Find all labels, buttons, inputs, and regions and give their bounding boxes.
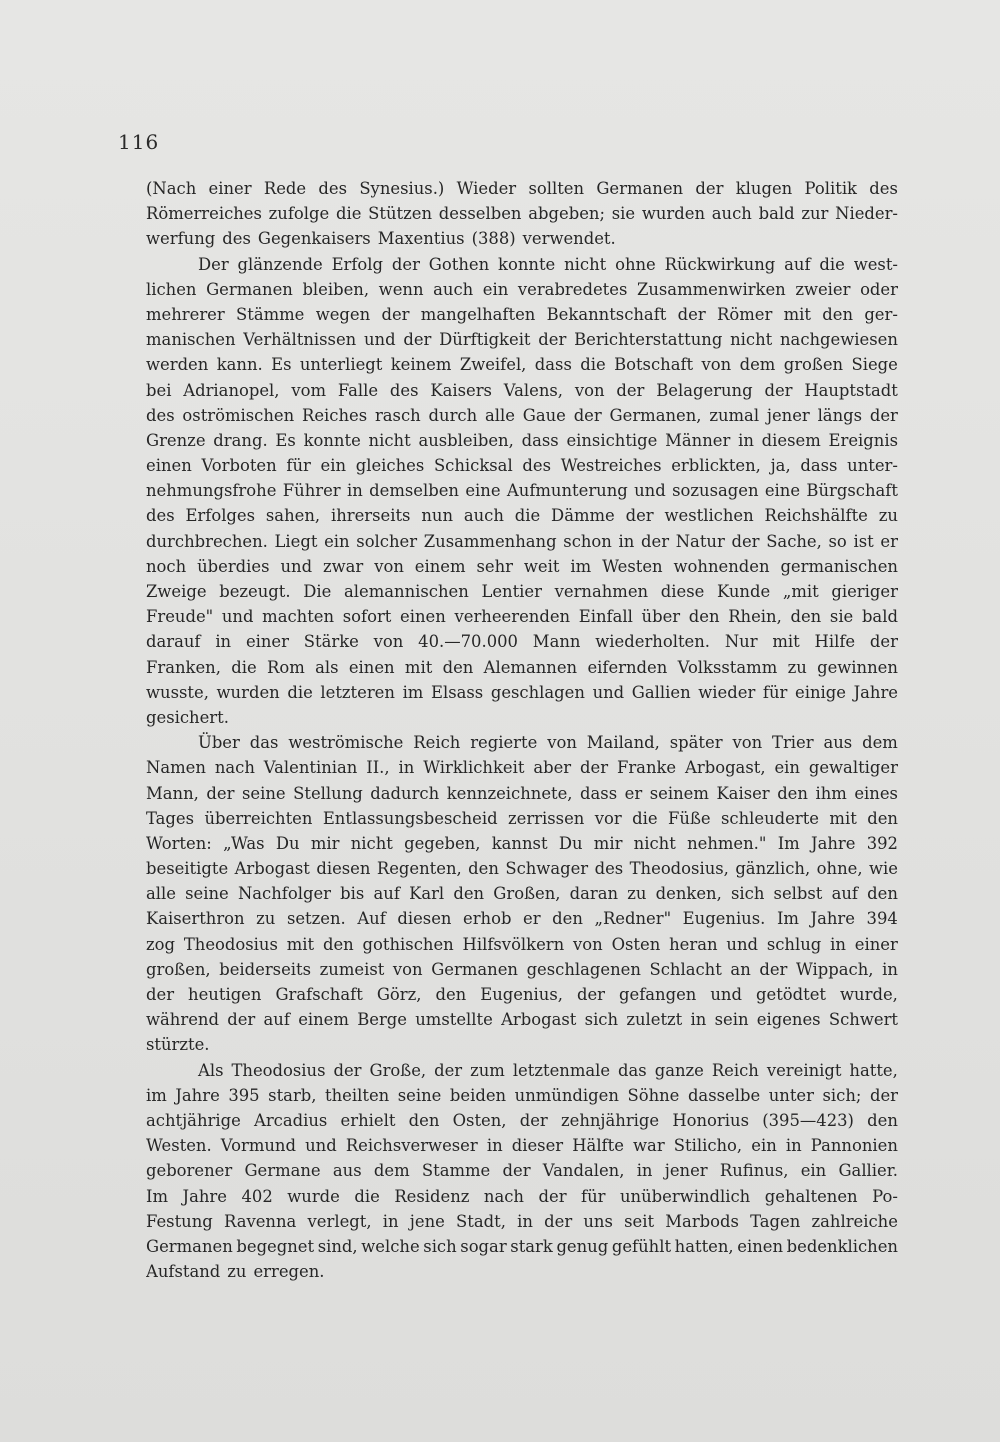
text-line: Tages überreichten Entlassungsbescheid zerrissen vor die Füße schleuderte mit den — [146, 808, 898, 828]
text-line: Worten: „Was Du mir nicht gegeben, kannst Du mir nicht nehmen." Im Jahre 392 — [146, 833, 898, 853]
text-line: einen Vorboten für ein gleiches Schicksal des Westreiches erblickten, ja, dass unter- — [146, 456, 898, 476]
text-line: des Erfolges sahen, ihrerseits nun auch die Dämme der westlichen Reichshälfte zu — [146, 506, 898, 526]
page-number: 116 — [118, 130, 160, 154]
text-line: während der auf einem Berge umstellte Arbogast sich zuletzt in sein eigenes Schwert — [146, 1010, 898, 1030]
text-line: großen, beiderseits zumeist von Germanen geschlagenen Schlacht an der Wippach, in — [146, 959, 898, 979]
paragraph — [146, 730, 898, 1057]
text-line: wusste, wurden die letzteren im Elsass geschlagen und Gallien wieder für einige Jahre — [146, 682, 898, 702]
text-line: beseitigte Arbogast diesen Regenten, den Schwager des Theodosius, gänzlich, ohne, wie — [146, 859, 898, 879]
text-line: werfung des Gegenkaisers Maxentius (388) verwendet. — [146, 229, 616, 249]
text-line: durchbrechen. Liegt ein solcher Zusammenhang schon in der Natur der Sache, so ist er — [146, 531, 898, 551]
text-line: achtjährige Arcadius erhielt den Osten, der zehnjährige Honorius (395—423) den — [146, 1110, 898, 1130]
text-line: Zweige bezeugt. Die alemannischen Lentier vernahmen diese Kunde „mit gieriger — [146, 582, 898, 601]
text-line: gesichert. — [146, 707, 229, 727]
paragraph — [146, 1058, 898, 1285]
text-line: Festung Ravenna verlegt, in jene Stadt, in der uns seit Marbods Tagen zahlreiche — [146, 1211, 898, 1231]
text-line: Kaiserthron zu setzen. Auf diesen erhob er den „Redner" Eugenius. Im Jahre 394 — [146, 909, 898, 929]
text-line: bei Adrianopel, vom Falle des Kaisers Valens, von der Belagerung der Hauptstadt — [146, 380, 898, 400]
text-line: noch überdies und zwar von einem sehr weit im Westen wohnenden germanischen — [146, 556, 898, 576]
text-line: manischen Verhältnissen und der Dürftigkeit der Berichterstattung nicht nachgewiesen — [146, 330, 898, 350]
text-line: Germanen begegnet sind, welche sich sogar stark genug gefühlt hatten, einen bedenklichen — [146, 1236, 898, 1256]
text-line: zog Theodosius mit den gothischen Hilfsvölkern von Osten heran und schlug in einer — [146, 934, 898, 954]
text-line: stürzte. — [146, 1035, 210, 1055]
paragraph — [146, 176, 898, 252]
text-line: des oströmischen Reiches rasch durch alle Gaue der Germanen, zumal jener längs der — [146, 405, 898, 425]
text-line: Namen nach Valentinian II., in Wirklichkeit aber der Franke Arbogast, ein gewaltiger — [146, 758, 898, 778]
text-line: Grenze drang. Es konnte nicht ausbleiben, dass einsichtige Männer in diesem Ereignis — [146, 430, 898, 450]
text-line: nehmungsfrohe Führer in demselben eine Aufmunterung und sozusagen eine Bürgschaft — [146, 481, 898, 501]
text-line: alle seine Nachfolger bis auf Karl den Großen, daran zu denken, sich selbst auf den — [146, 884, 898, 904]
text-line: der heutigen Grafschaft Görz, den Eugenius, der gefangen und getödtet wurde, — [146, 985, 898, 1004]
text-line: im Jahre 395 starb, theilten seine beiden unmündigen Söhne dasselbe unter sich; der — [146, 1085, 898, 1105]
paragraph — [146, 252, 898, 731]
body-text — [146, 176, 898, 1284]
text-line: Römerreiches zufolge die Stützen desselben abgeben; sie wurden auch bald zur Nieder- — [146, 204, 898, 224]
text-line: lichen Germanen bleiben, wenn auch ein verabredetes Zusammenwirken zweier oder — [146, 279, 898, 299]
text-line: Freude" und machten sofort einen verheerenden Einfall über den Rhein, den sie bald — [146, 607, 898, 627]
text-line: (Nach einer Rede des Synesius.) Wieder sollten Germanen der klugen Politik des — [146, 179, 898, 198]
text-line: Mann, der seine Stellung dadurch kennzeichnete, dass er seinem Kaiser den ihm eines — [146, 783, 898, 803]
text-line: Im Jahre 402 wurde die Residenz nach der für unüberwindlich gehaltenen Po- — [146, 1186, 898, 1206]
text-line: darauf in einer Stärke von 40.—70.000 Mann wiederholten. Nur mit Hilfe der — [146, 632, 898, 652]
text-line: Der glänzende Erfolg der Gothen konnte nicht ohne Rückwirkung auf die west- — [198, 254, 898, 274]
text-line: Franken, die Rom als einen mit den Alemannen eifernden Volksstamm zu gewinnen — [146, 657, 898, 677]
text-line: Als Theodosius der Große, der zum letztenmale das ganze Reich vereinigt hatte, — [198, 1060, 898, 1080]
text-line: Westen. Vormund und Reichsverweser in dieser Hälfte war Stilicho, ein in Pannonien — [146, 1136, 898, 1156]
text-line: geborener Germane aus dem Stamme der Vandalen, in jener Rufinus, ein Gallier. — [146, 1161, 898, 1181]
text-line: mehrerer Stämme wegen der mangelhaften Bekanntschaft der Römer mit den ger- — [146, 304, 898, 324]
text-line: Aufstand zu erregen. — [146, 1262, 325, 1282]
text-line: Über das weströmische Reich regierte von Mailand, später von Trier aus dem — [198, 733, 898, 753]
text-line: werden kann. Es unterliegt keinem Zweifel, dass die Botschaft von dem großen Siege — [146, 355, 898, 375]
